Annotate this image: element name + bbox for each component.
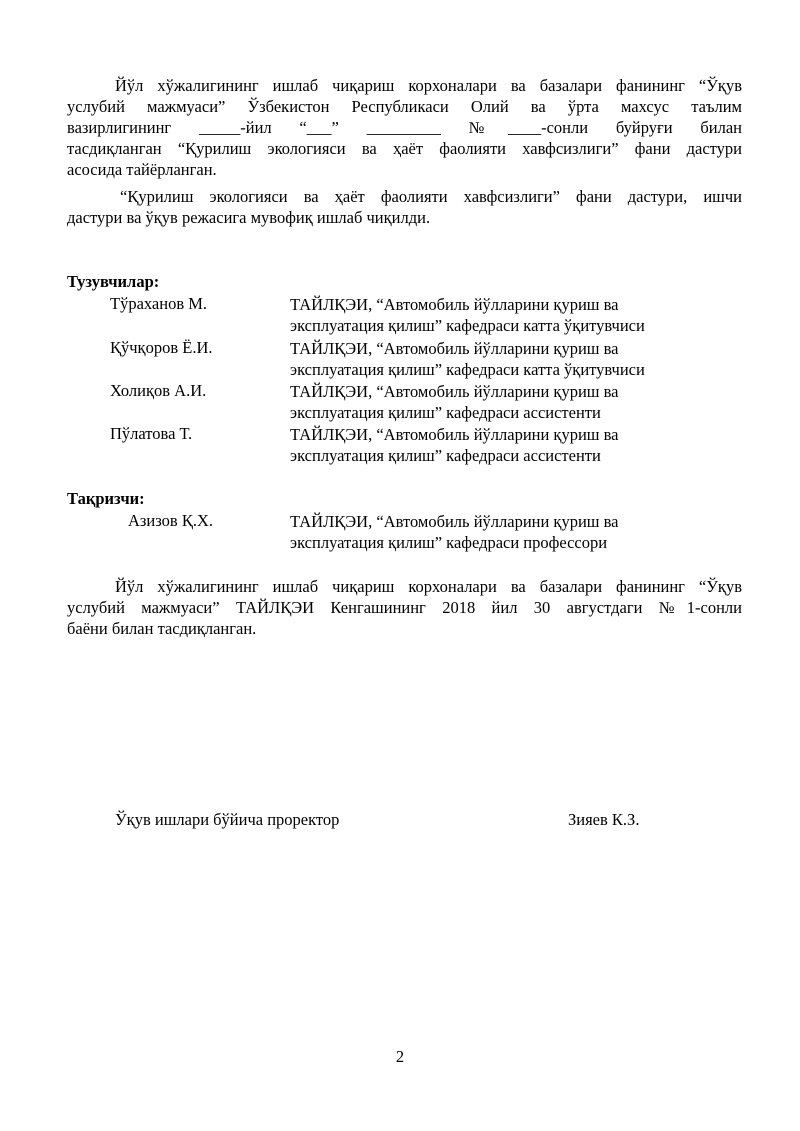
- intro-line: асосида тайёрланган.: [67, 160, 217, 179]
- reviewer-name: Азизов Қ.Х.: [128, 511, 214, 530]
- intro-line: Йўл хўжалигининг ишлаб чиқариш корхоналари ва базалари фанининг “Ўқув: [115, 76, 742, 95]
- intro-line: услубий мажмуаси” Ўзбекистон Республикаси Олий ва ўрта махсус таълим: [67, 97, 742, 116]
- compiler-position-line: эксплуатация қилиш” кафедраси катта ўқитувчиси: [290, 360, 645, 379]
- compiler-position-line: ТАЙЛҚЭИ, “Автомобиль йўлларини қуриш ва: [290, 425, 619, 444]
- page-number: 2: [395, 1047, 405, 1066]
- approval-line: баёни билан тасдиқланган.: [67, 619, 257, 638]
- reviewer-position: [290, 511, 740, 553]
- compiler-name: Пўлатова Т.: [110, 424, 193, 443]
- program-line: дастури ва ўқув режасига мувофиқ ишлаб чиқилди.: [67, 208, 431, 227]
- reviewer-position-line: ТАЙЛҚЭИ, “Автомобиль йўлларини қуриш ва: [290, 512, 619, 531]
- approval-paragraph: [67, 576, 742, 639]
- program-line: “Қурилиш экологияси ва ҳаёт фаолияти хавфсизлиги” фани дастури, ишчи: [120, 187, 742, 206]
- reviewer-heading: Тақризчи:: [67, 489, 145, 508]
- compiler-position-line: эксплуатация қилиш” кафедраси катта ўқитувчиси: [290, 316, 645, 335]
- intro-paragraph: [67, 75, 742, 180]
- approval-line: Йўл хўжалигининг ишлаб чиқариш корхоналари ва базалари фанининг “Ўқув: [115, 577, 742, 596]
- reviewer-position-line: эксплуатация қилиш” кафедраси профессори: [290, 533, 608, 552]
- compiler-position: [290, 294, 740, 336]
- compilers-heading: Тузувчилар:: [67, 272, 160, 291]
- compiler-position-line: эксплуатация қилиш” кафедраси ассистенти: [290, 446, 601, 465]
- approval-line: услубий мажмуаси” ТАЙЛҚЭИ Кенгашининг 2018 йил 30 августдаги №1-сонли: [67, 598, 742, 617]
- signatory-title: Ўқув ишлари бўйича проректор: [115, 810, 340, 829]
- compiler-position: [290, 381, 740, 423]
- compiler-position: [290, 424, 740, 466]
- compiler-name: Холиқов А.И.: [110, 381, 207, 400]
- compiler-name: Қўчқоров Ё.И.: [110, 338, 213, 357]
- compiler-position-line: ТАЙЛҚЭИ, “Автомобиль йўлларини қуриш ва: [290, 295, 619, 314]
- intro-line: тасдиқланган “Қурилиш экологияси ва ҳаёт фаолияти хавфсизлиги” фани дастури: [67, 139, 742, 158]
- signatory-name: Зияев К.З.: [568, 810, 640, 829]
- compiler-position: [290, 338, 740, 380]
- compiler-position-line: ТАЙЛҚЭИ, “Автомобиль йўлларини қуриш ва: [290, 382, 619, 401]
- intro-line: вазирлигининг _____-йил “___” _________ №____-сонли буйруғи билан: [67, 118, 742, 137]
- compiler-position-line: эксплуатация қилиш” кафедраси ассистенти: [290, 403, 601, 422]
- compiler-position-line: ТАЙЛҚЭИ, “Автомобиль йўлларини қуриш ва: [290, 339, 619, 358]
- compiler-name: Тўраханов М.: [110, 294, 208, 313]
- program-paragraph: [67, 186, 742, 228]
